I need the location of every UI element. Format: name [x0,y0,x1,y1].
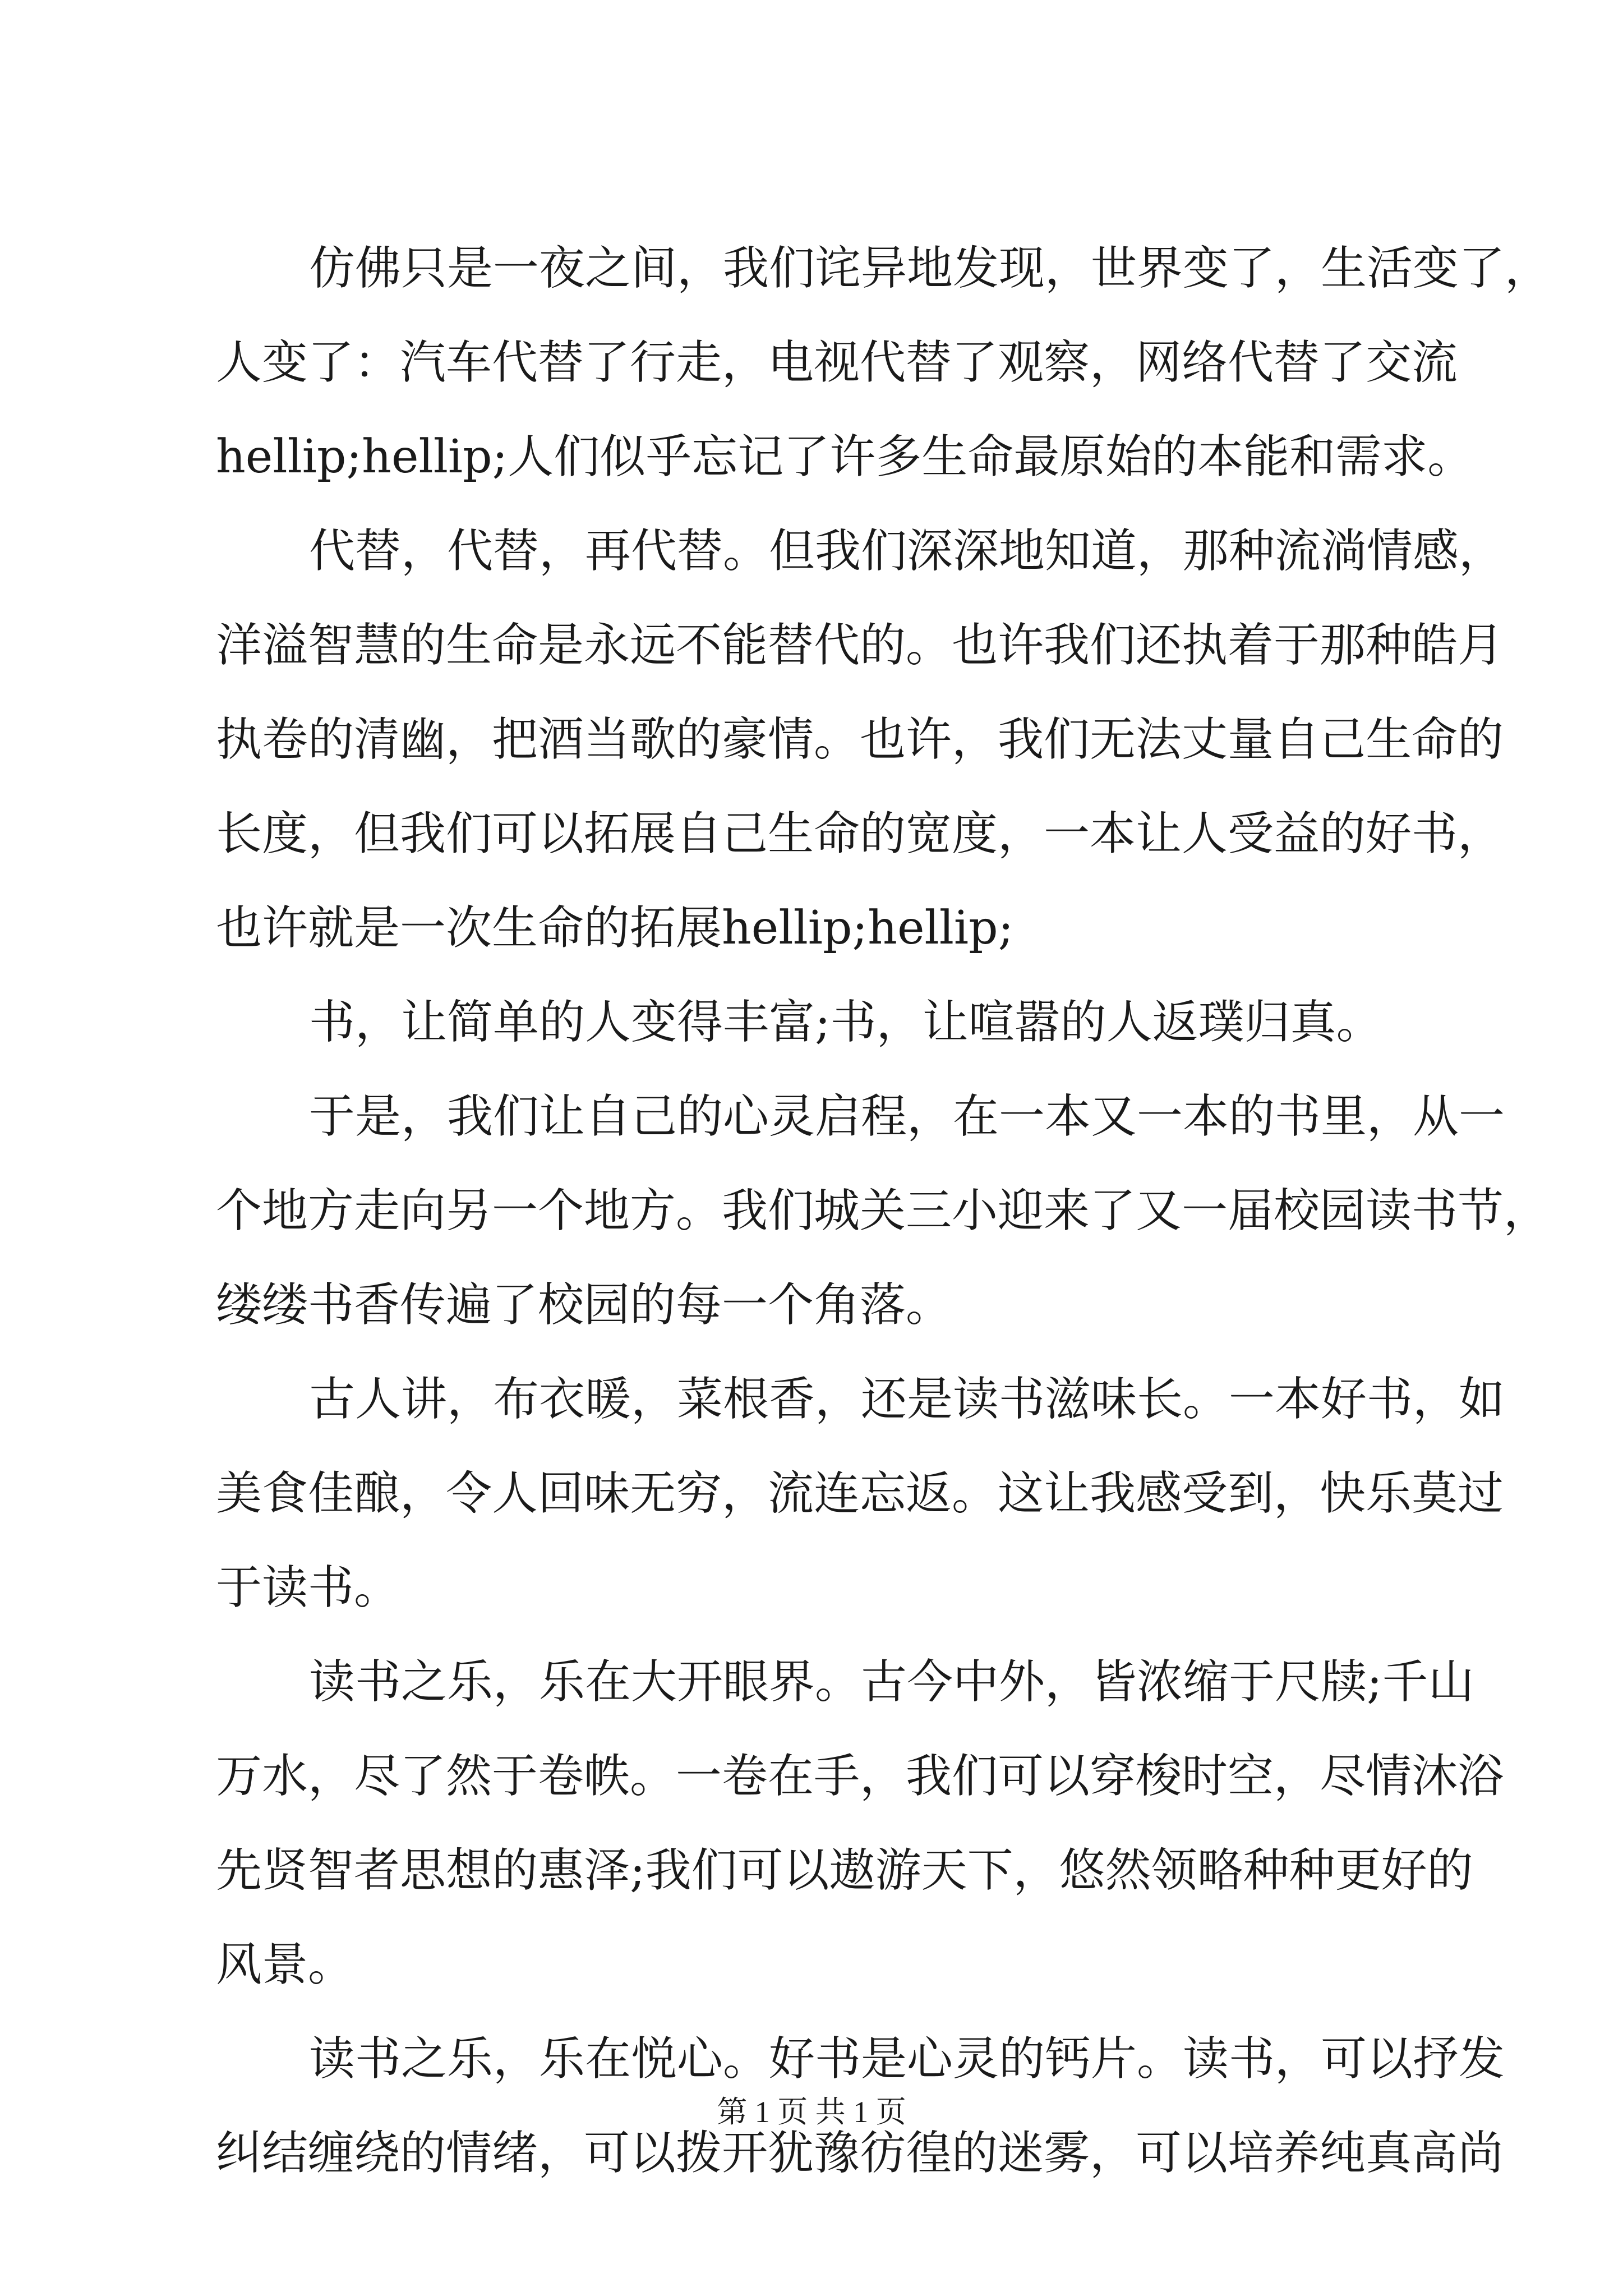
text-line: 于是，我们让自己的心灵启程，在一本又一本的书里，从一 [309,1090,1505,1143]
text-line: 美食佳酿，令人回味无穷，流连忘返。这让我感受到，快乐莫过 [216,1467,1504,1520]
text-line: 万水，尽了然于卷帙。一卷在手，我们可以穿梭时空，尽情沐浴 [216,1750,1504,1803]
text-line: 于读书。 [216,1561,400,1614]
text-line: 读书之乐，乐在悦心。好书是心灵的钙片。读书，可以抒发 [309,2032,1505,2086]
text-line: 执卷的清幽，把酒当歌的豪情。也许，我们无法丈量自己生命的 [216,713,1504,766]
text-line: 古人讲，布衣暖，菜根香，还是读书滋味长。一本好书，如 [309,1373,1505,1426]
text-line: 仿佛只是一夜之间，我们诧异地发现，世界变了，生活变了， [309,242,1551,295]
text-line: 读书之乐，乐在大开眼界。古今中外，皆浓缩于尺牍;千山 [309,1655,1474,1709]
text-line: hellip;hellip;人们似乎忘记了许多生命最原始的本能和需求。 [216,430,1474,484]
text-line: 人变了：汽车代替了行走，电视代替了观察，网络代替了交流 [216,336,1458,389]
text-line: 风景。 [216,1938,354,1991]
text-line: 缕缕书香传遍了校园的每一个角落。 [216,1278,952,1332]
text-line: 长度，但我们可以拓展自己生命的宽度，一本让人受益的好书， [216,807,1504,861]
text-line: 纠结缠绕的情绪，可以拨开犹豫彷徨的迷雾，可以培养纯真高尚 [216,2127,1504,2180]
text-line: 书，让简单的人变得丰富;书，让喧嚣的人返璞归真。 [309,996,1382,1049]
page-number-label: 第 1 页 共 1 页 [717,2095,906,2129]
text-line: 洋溢智慧的生命是永远不能替代的。也许我们还执着于那种皓月 [216,619,1504,672]
text-line: 先贤智者思想的惠泽;我们可以遨游天下，悠然领略种种更好的 [216,1844,1473,1897]
text-line: 也许就是一次生命的拓展hellip;hellip; [216,901,1014,955]
text-line: 代替，代替，再代替。但我们深深地知道，那种流淌情感， [309,524,1505,578]
text-line: 个地方走向另一个地方。我们城关三小迎来了又一届校园读书节， [216,1184,1550,1237]
body-text [216,222,1551,2201]
page-footer [0,2092,1623,2132]
